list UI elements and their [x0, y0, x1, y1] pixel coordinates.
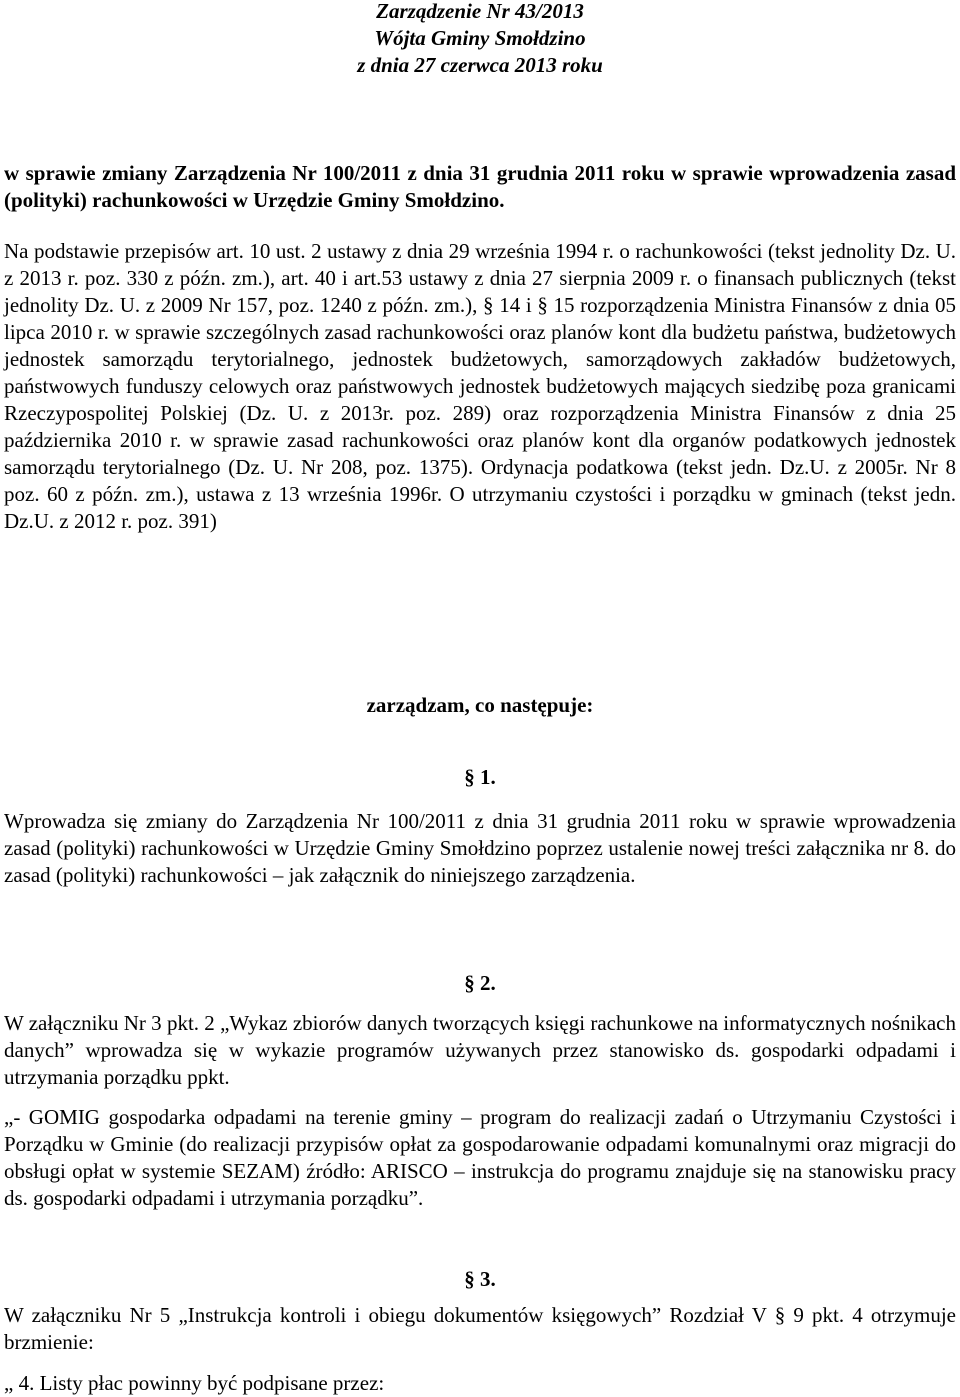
decision-heading: zarządzam, co następuje: [366, 693, 594, 717]
document-subject: w sprawie zmiany Zarządzenia Nr 100/2011 z dnia 31 grudnia 2011 roku w sprawie wprowadzenia zasad (polityki) rachunkowości w Urzędzie Gminy Smołdzino. [4, 161, 956, 212]
title-line-1: Zarządzenie Nr 43/2013 [376, 0, 584, 23]
section-3-heading: § 3. [464, 1267, 496, 1291]
title-line-3: z dnia 27 czerwca 2013 roku [357, 53, 603, 77]
section-1-heading: § 1. [464, 765, 496, 789]
section-3-quote: „ 4. Listy płac powinny być podpisane przez: [4, 1371, 385, 1395]
section-1-text: Wprowadza się zmiany do Zarządzenia Nr 100/2011 z dnia 31 grudnia 2011 roku w sprawie wprowadzenia zasad (polityki) rachunkowości w Urzędzie Gminy Smołdzino poprzez ustalenie nowej treści załącznika nr 8. do zasad (polityki) rachunkowości – jak załącznik do niniejszego zarządzenia. [4, 809, 956, 887]
legal-basis-paragraph: Na podstawie przepisów art. 10 ust. 2 ustawy z dnia 29 września 1994 r. o rachunkowości (tekst jednolity Dz. U. z 2013 r. poz. 330 z późn. zm.), art. 40 i art.53 ustawy z dnia 27 sierpnia 2009 r. o finansach publicznych (tekst jednolity Dz. U. z 2009 Nr 157, poz. 1240 z późn. zm.), § 14 i § 15 rozporządzenia Ministra Finansów z dnia 05 lipca 2010 r. w sprawie szczególnych zasad rachunkowości oraz planów kont dla budżetu państwa, budżetowych jednostek samorządu terytorialnego, jednostek budżetowych, samorządowych zakładów budżetowych, państwowych funduszy celowych oraz państwowych jednostek budżetowych mających siedzibę poza granicami Rzeczypospolitej Polskiej (Dz. U. z 2013r. poz. 289) oraz rozporządzenia Ministra Finansów z dnia 25 października 2010 r. w sprawie zasad rachunkowości oraz planów kont dla organów podatkowych jednostek samorządu terytorialnego (Dz. U. Nr 208, poz. 1375). Ordynacja podatkowa (tekst jedn. Dz.U. z 2005r. Nr 8 poz. 60 z późn. zm.), ustawa z 13 września 1996r. O utrzymaniu czystości i porządku w gminach (tekst jedn. Dz.U. z 2012 r. poz. 391) [4, 239, 956, 533]
document-title [4, 0, 956, 79]
section-2-text: W załączniku Nr 3 pkt. 2 „Wykaz zbiorów danych tworzących księgi rachunkowe na informatycznych nośnikach danych” wprowadza się w wykazie programów używanych przez stanowisko ds. gospodarki odpadami i utrzymania porządku ppkt. [4, 1011, 956, 1089]
section-2-quote: „- GOMIG gospodarka odpadami na terenie gminy – program do realizacji zadań o Utrzymaniu Czystości i Porządku w Gminie (do realizacji przypisów opłat za gospodarowanie odpadami komunalnymi oraz migracji do obsługi opłat w systemie SEZAM) źródło: ARISCO – instrukcja do programu znajduje się na stanowisku pracy ds. gospodarki odpadami i utrzymania porządku”. [4, 1105, 956, 1210]
section-2-heading: § 2. [464, 971, 496, 995]
title-line-2: Wójta Gminy Smołdzino [374, 26, 586, 50]
section-3-text: W załączniku Nr 5 „Instrukcja kontroli i obiegu dokumentów księgowych” Rozdział V § 9 pkt. 4 otrzymuje brzmienie: [4, 1303, 956, 1354]
